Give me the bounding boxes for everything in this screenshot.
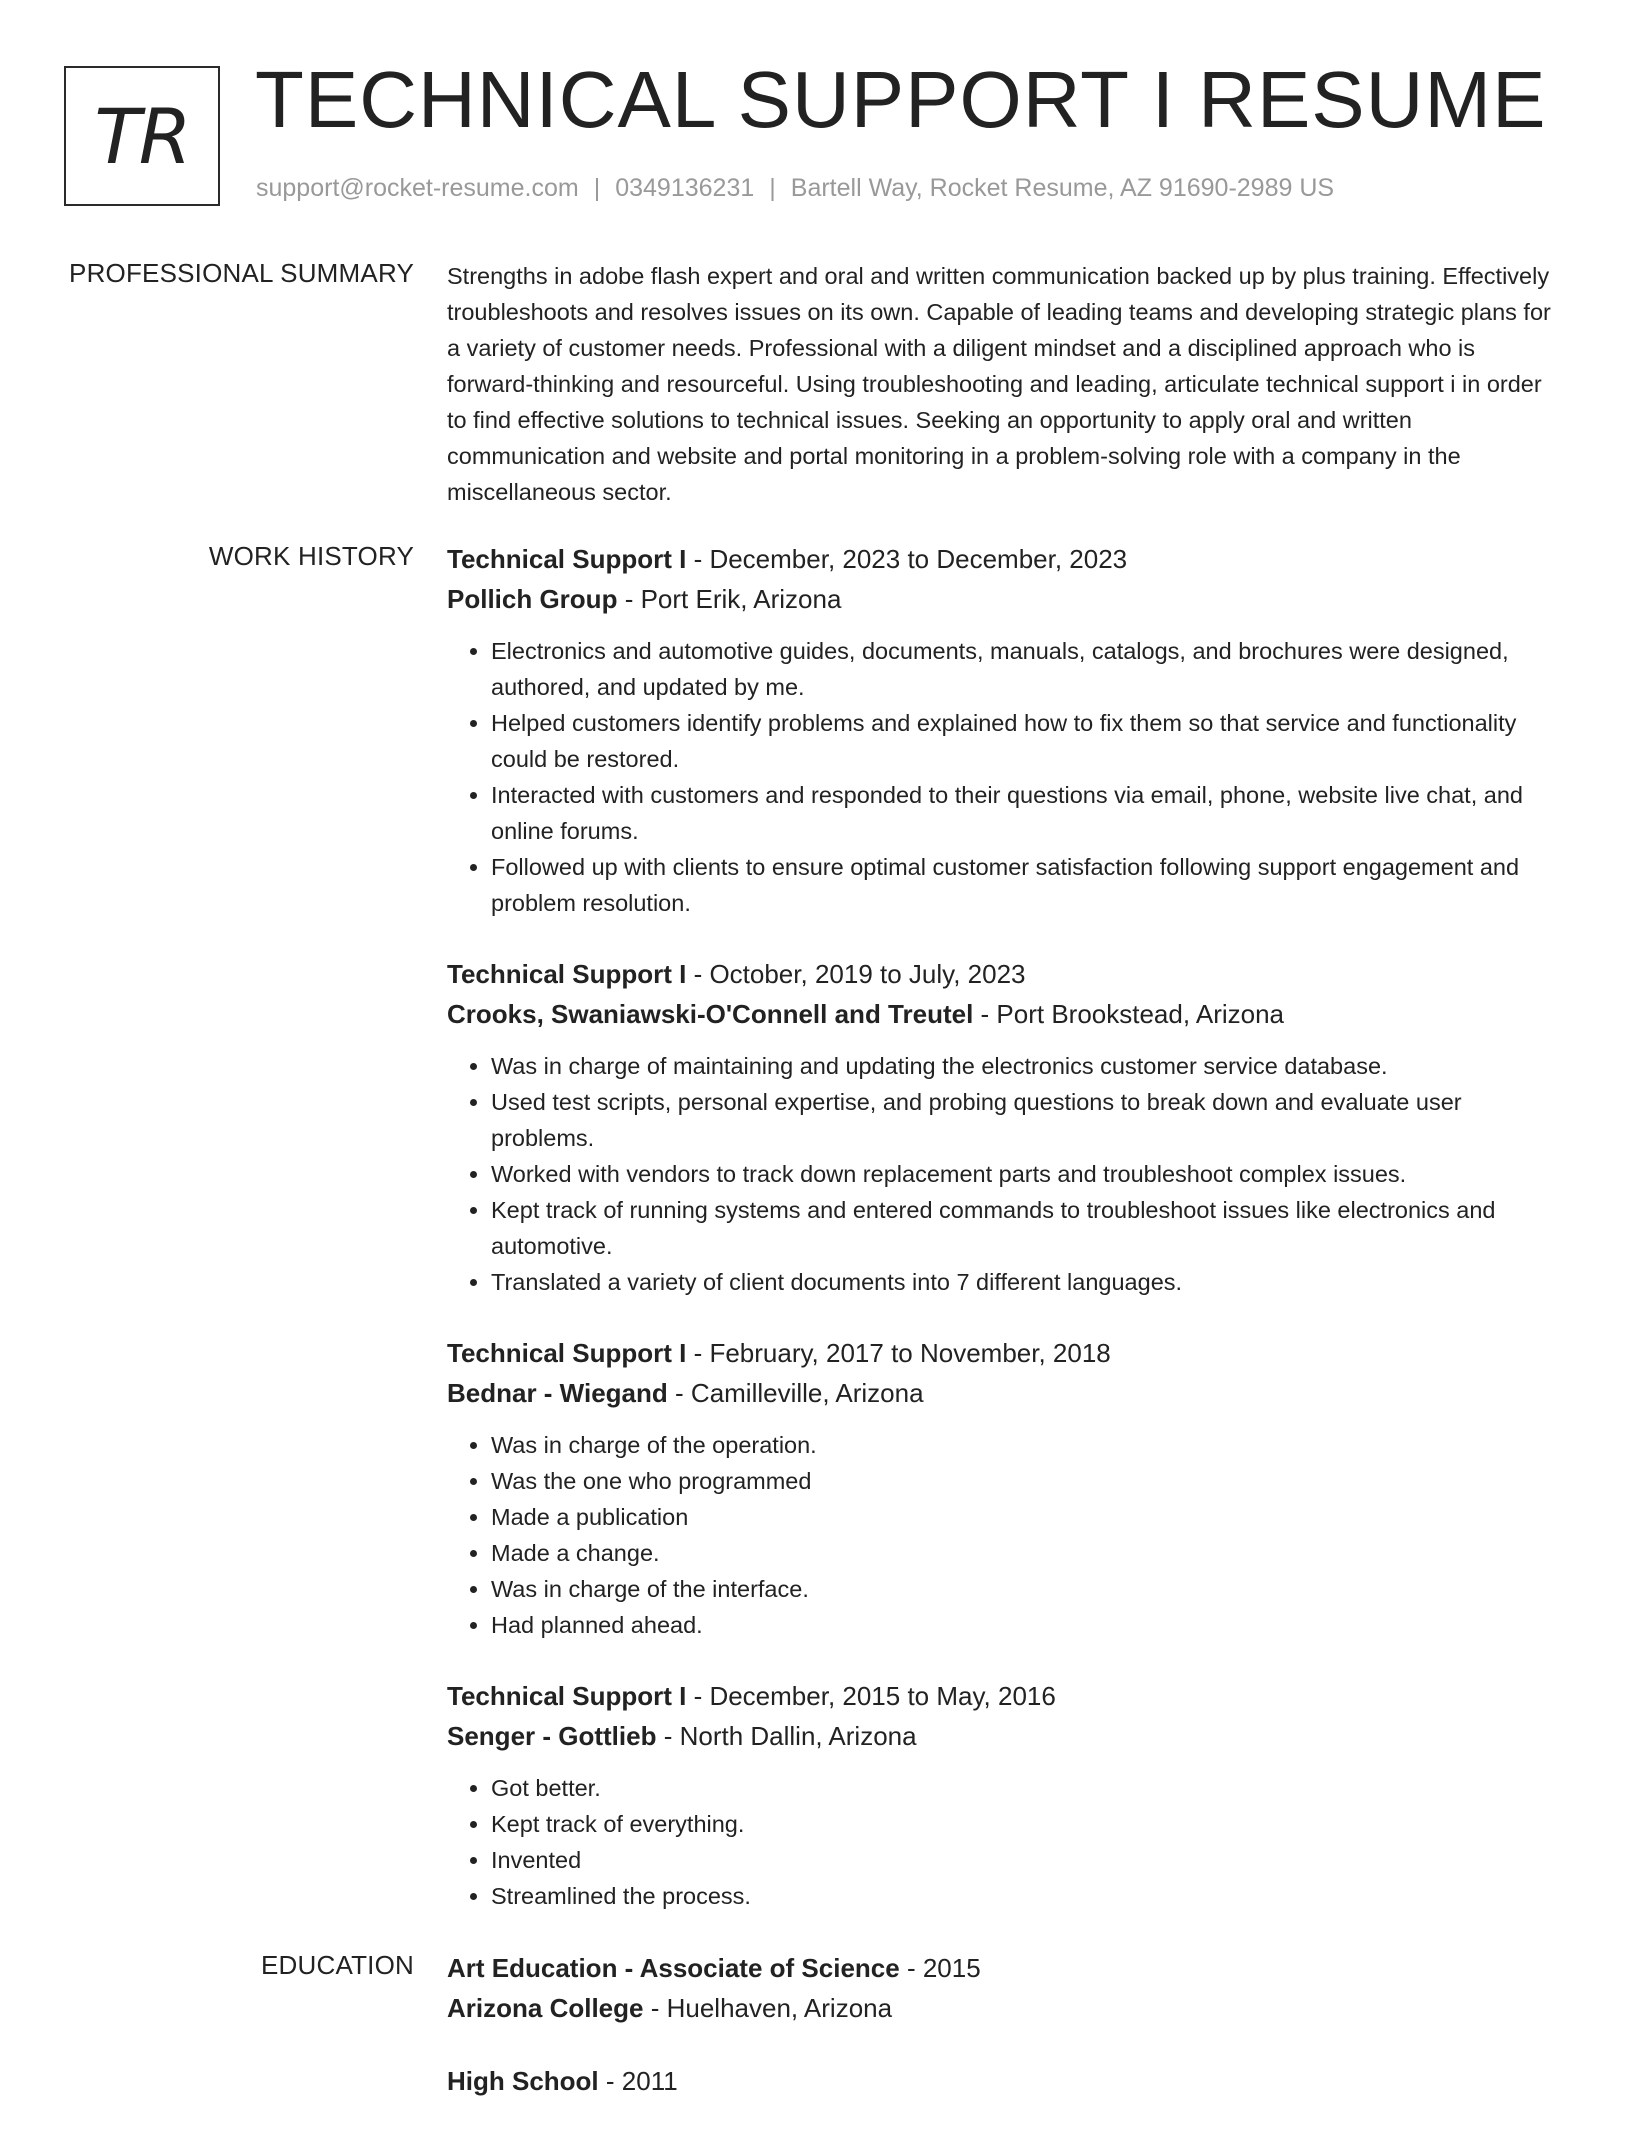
degree-year: - 2011 [605,2066,678,2096]
school-line [447,1988,1567,2028]
list-item: • Was the one who programmed [491,1463,1567,1499]
list-item: • Was in charge of the interface. [491,1571,1567,1607]
job-title-line [447,1333,1567,1373]
contact-phone[interactable]: 0349136231 [615,174,755,202]
job-title-line [447,954,1567,994]
job-company-line [447,1373,1567,1413]
summary-text: Strengths in adobe flash expert and oral and written communication backed up by plus training. Effectively troubleshoots and resolves issues on its own. Capable of leading teams and developing strategic plans for a variety of customer needs. Professional with a diligent mindset and a disciplined approach who is forward-thinking and resourceful. Using troubleshooting and leading, articulate technical support i in order to find effective solutions to technical issues. Seeking an opportunity to apply oral and written communication and website and portal monitoring in a problem-solving role with a company in the miscellaneous sector. [447,263,1551,505]
job-dates: - February, 2017 to November, 2018 [693,1338,1111,1368]
job-title: Technical Support I [447,544,687,574]
job-bullets [447,1427,1567,1643]
job-title-line [447,1676,1567,1716]
job-location: - Camilleville, Arizona [675,1378,924,1408]
job-bullets [447,1048,1567,1300]
job-title: Technical Support I [447,1338,687,1368]
list-item: • Was in charge of maintaining and updating the electronics customer service database. [491,1048,1567,1084]
list-item: • Electronics and automotive guides, documents, manuals, catalogs, and brochures were designed, authored, and updated by me. [491,633,1567,705]
job-dates: - December, 2015 to May, 2016 [693,1681,1056,1711]
job-bullets [447,1770,1567,1914]
job-company-line [447,579,1567,619]
list-item: • Translated a variety of client documents into 7 different languages. [491,1264,1567,1300]
contact-email[interactable]: support@rocket-resume.com [256,174,579,202]
degree-line [447,2061,1567,2101]
list-item: • Got better. [491,1770,1567,1806]
list-item: • Had planned ahead. [491,1607,1567,1643]
job-bullets [447,633,1567,921]
list-item: • Invented [491,1842,1567,1878]
job-entry [447,539,1567,921]
section-label-work-history: WORK HISTORY [208,541,414,571]
list-item: • Was in charge of the operation. [491,1427,1567,1463]
list-item: • Made a publication [491,1499,1567,1535]
job-dates: - October, 2019 to July, 2023 [693,959,1026,989]
list-item: • Used test scripts, personal expertise, and probing questions to break down and evaluate user problems. [491,1084,1567,1156]
list-item: • Kept track of everything. [491,1806,1567,1842]
resume-title: TECHNICAL SUPPORT I RESUME [255,55,1547,144]
job-dates: - December, 2023 to December, 2023 [693,544,1128,574]
contact-address: Bartell Way, Rocket Resume, AZ 91690-2989 US [790,174,1335,202]
job-company: Senger - Gottlieb [447,1721,657,1751]
degree-line [447,1948,1567,1988]
job-location: - North Dallin, Arizona [663,1721,917,1751]
list-item: • Interacted with customers and responded to their questions via email, phone, website live chat, and online forums. [491,777,1567,849]
section-label-education: EDUCATION [261,1950,414,1980]
school-location: - Huelhaven, Arizona [650,1993,893,2023]
list-item: • Followed up with clients to ensure optimal customer satisfaction following support engagement and problem resolution. [491,849,1567,921]
job-entry [447,954,1567,1300]
job-entry [447,1676,1567,1914]
list-item: • Kept track of running systems and entered commands to troubleshoot issues like electronics and automotive. [491,1192,1567,1264]
degree-name: Art Education - Associate of Science [447,1953,900,1983]
contact-separator: | [769,174,776,202]
job-entry [447,1333,1567,1643]
list-item: • Helped customers identify problems and explained how to fix them so that service and functionality could be restored. [491,705,1567,777]
job-title-line [447,539,1567,579]
job-location: - Port Erik, Arizona [624,584,842,614]
job-company-line [447,1716,1567,1756]
list-item: • Worked with vendors to track down replacement parts and troubleshoot complex issues. [491,1156,1567,1192]
contact-line [256,174,1334,203]
education-entry [447,2061,1567,2101]
degree-name: High School [447,2066,599,2096]
education-entry [447,1948,1567,2028]
monogram-logo: TR [64,66,220,206]
contact-separator: | [593,174,601,202]
section-label-summary: PROFESSIONAL SUMMARY [69,258,414,288]
job-company: Bednar - Wiegand [447,1378,668,1408]
list-item: • Made a change. [491,1535,1567,1571]
job-company: Crooks, Swaniawski-O'Connell and Treutel [447,999,974,1029]
job-title: Technical Support I [447,1681,687,1711]
school-name: Arizona College [447,1993,644,2023]
job-location: - Port Brookstead, Arizona [980,999,1285,1029]
degree-year: - 2015 [906,1953,981,1983]
job-company: Pollich Group [447,584,618,614]
job-title: Technical Support I [447,959,687,989]
list-item: • Streamlined the process. [491,1878,1567,1914]
job-company-line [447,994,1567,1034]
